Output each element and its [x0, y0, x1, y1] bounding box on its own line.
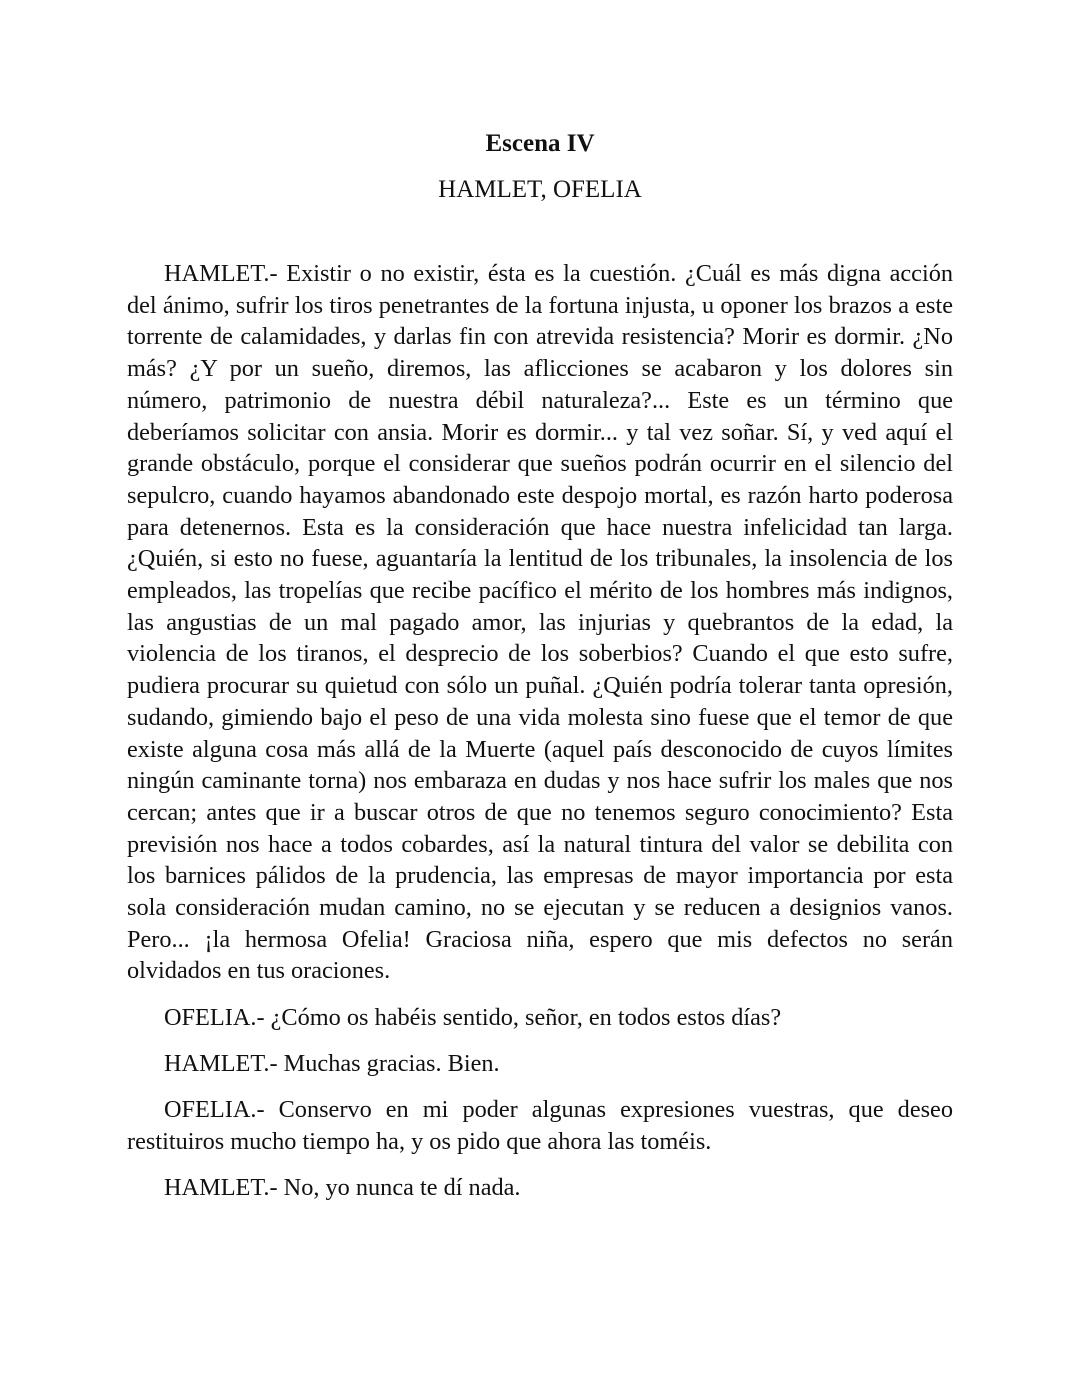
- speech-text: Conservo en mi poder algunas expresiones vuestras, que deseo restituiros mucho tiempo ha, y os pido que ahora las toméis.: [127, 1096, 953, 1155]
- speaker-name: HAMLET.-: [164, 1049, 278, 1077]
- speech-paragraph: [127, 1094, 953, 1157]
- speech-paragraph: [127, 1048, 953, 1080]
- speaker-name: OFELIA.-: [164, 1003, 265, 1031]
- scene-title: Escena IV: [485, 130, 595, 157]
- dialogue: [127, 258, 953, 1218]
- speech-text: Muchas gracias. Bien.: [283, 1049, 500, 1077]
- speech-text: No, yo nunca te dí nada.: [283, 1173, 521, 1201]
- speaker-name: OFELIA.-: [164, 1096, 265, 1124]
- speaker-name: HAMLET.-: [164, 1173, 278, 1201]
- scene-characters: HAMLET, OFELIA: [438, 176, 642, 203]
- speech-paragraph: [127, 258, 953, 987]
- speech-paragraph: [127, 1172, 953, 1204]
- speaker-name: HAMLET.-: [164, 260, 278, 287]
- speech-text: Existir o no existir, ésta es la cuestión. ¿Cuál es más digna acción del ánimo, sufrir los tiros penetrantes de la fortuna injusta, u oponer los brazos a este torrente de calamidades, y darlas fin con atrevida resistencia? Morir es dormir. ¿No más? ¿Y por un sueño, diremos, las aflicciones se acabaron y los dolores sin número, patrimonio de nuestra débil naturaleza?... Este es un término que deberíamos solicitar con ansia. Morir es dormir... y tal vez soñar. Sí, y ved aquí el grande obstáculo, porque el considerar que sueños podrán ocurrir en el silencio del sepulcro, cuando hayamos abandonado este despojo mortal, es razón harto poderosa para detenernos. Esta es la consideración que hace nuestra infelicidad tan larga. ¿Quién, si esto no fuese, aguantaría la lentitud de los tribunales, la insolencia de los empleados, las tropelías que recibe pacífico el mérito de los hombres más indignos, las angustias de un mal pagado amor, las injurias y quebrantos de la edad, la violencia de los tiranos, el desprecio de los soberbios? Cuando el que esto sufre, pudiera procurar su quietud con sólo un puñal. ¿Quién podría tolerar tanta opresión, sudando, gimiendo bajo el peso de una vida molesta sino fuese que el temor de que existe alguna cosa más allá de la Muerte (aquel país desconocido de cuyos límites ningún caminante torna) nos embaraza en dudas y nos hace sufrir los males que nos cercan; antes que ir a buscar otros de que no tenemos seguro conocimiento? Esta previsión nos hace a todos cobardes, así la natural tintura del valor se debilita con los barnices pálidos de la prudencia, las empresas de mayor importancia por esta sola consideración mudan camino, no se ejecutan y se reducen a designios vanos. Pero... ¡la hermosa Ofelia! Graciosa niña, espero que mis defectos no serán olvidados en tus oraciones.: [127, 260, 953, 985]
- speech-text: ¿Cómo os habéis sentido, señor, en todos estos días?: [270, 1003, 782, 1031]
- speech-paragraph: [127, 1002, 953, 1034]
